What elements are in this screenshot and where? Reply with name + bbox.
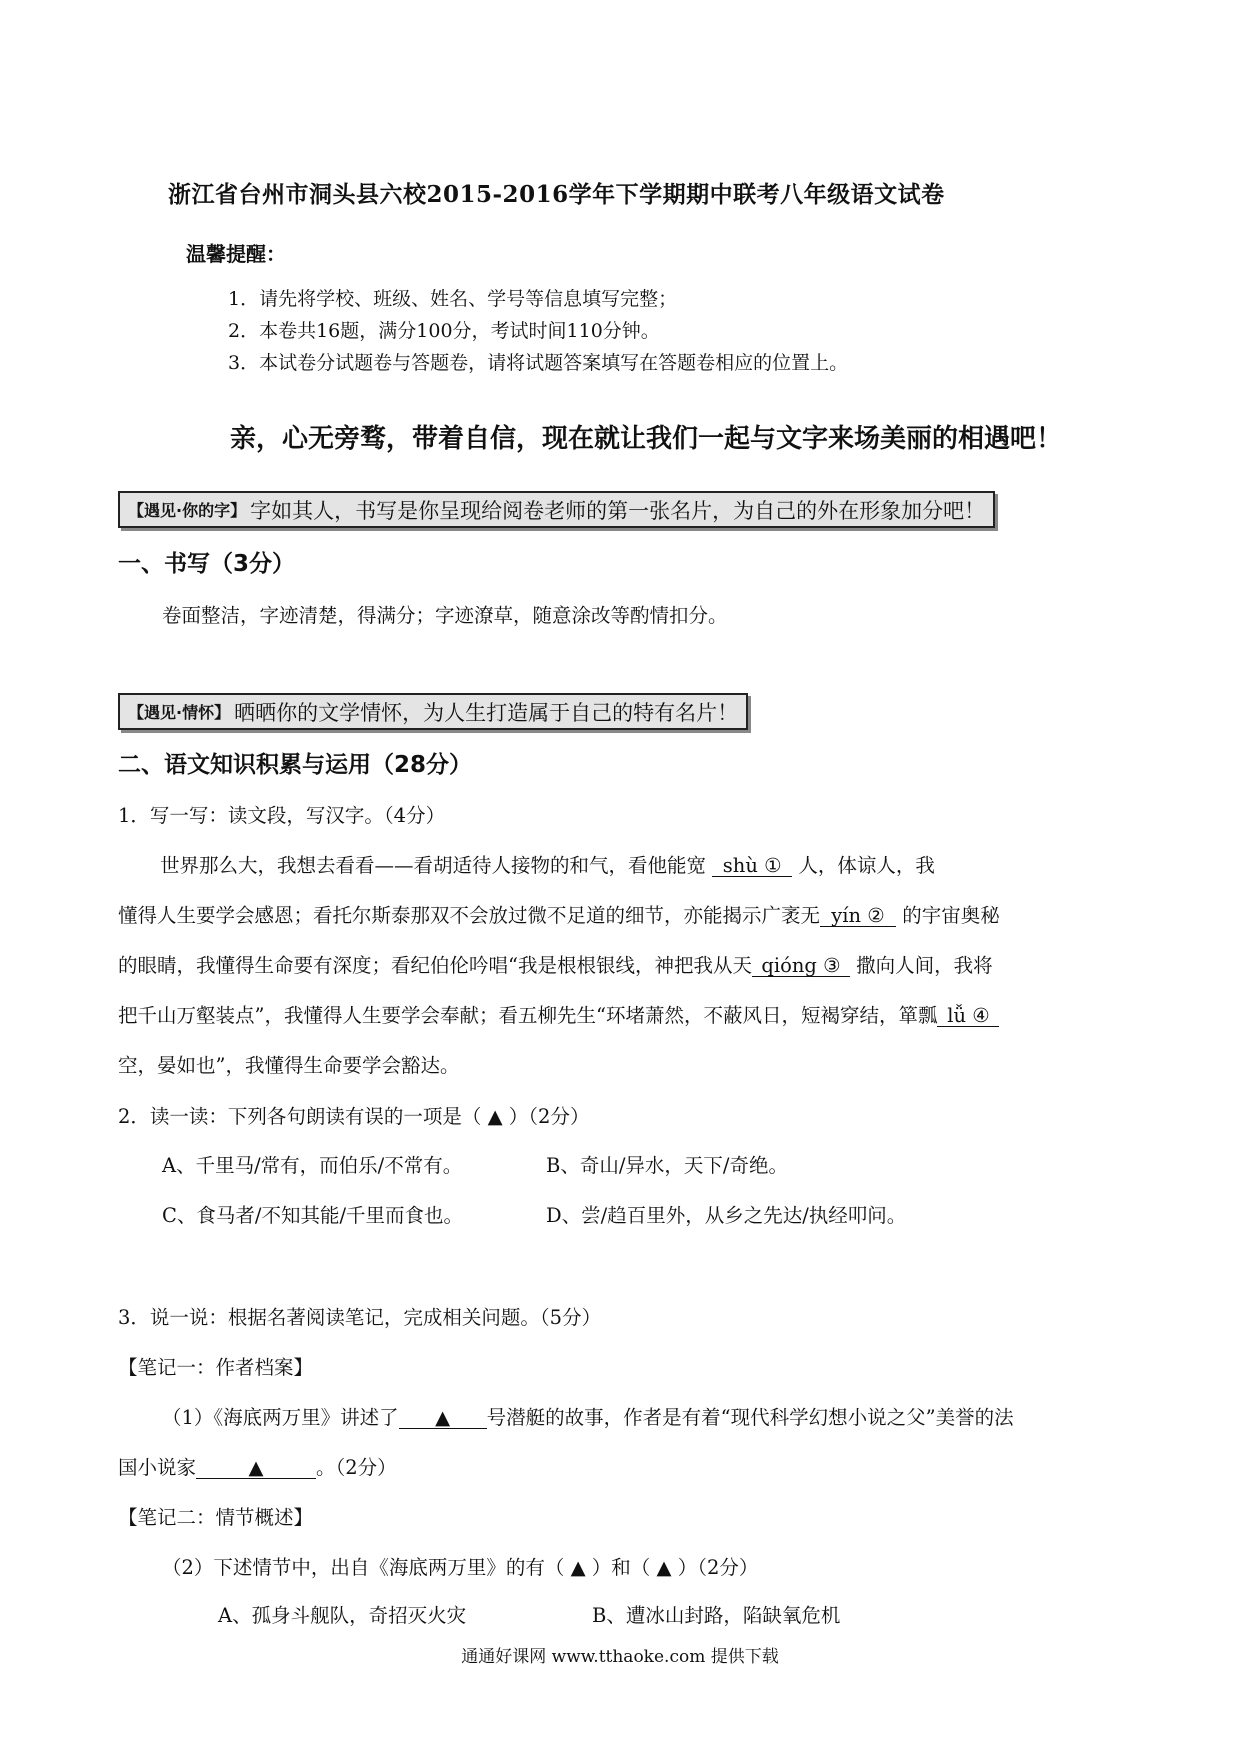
question-line: 国小说家 ▲ 。（2分） [118, 1456, 397, 1479]
banner-text: 字如其人，书写是你呈现给阅卷老师的第一张名片，为自己的外在形象加分吧！ [250, 498, 986, 523]
option-b: B、奇山/异水，天下/奇绝。 [546, 1154, 788, 1177]
passage-line: 的眼睛，我懂得生命要有深度；看纪伯伦吟唱“我是根根银线，神把我从天 qióng ③ 撒向人间，我将 [118, 954, 993, 977]
note-heading: 【笔记一：作者档案】 [118, 1356, 314, 1379]
option-d: D、尝/趋百里外，从乡之先达/执经叩问。 [546, 1204, 907, 1227]
answer-blank: ▲ [196, 1457, 316, 1479]
slogan: 亲，心无旁骛，带着自信，现在就让我们一起与文字来场美丽的相遇吧！ [230, 424, 1063, 454]
section-heading-knowledge: 二、语文知识积累与运用（28分） [118, 752, 473, 778]
tip-item: 1．请先将学校、班级、姓名、学号等信息填写完整； [228, 288, 678, 310]
passage-line: 懂得人生要学会感恩；看托尔斯泰那双不会放过微不足道的细节，亦能揭示广袤无 yín ② 的宇宙奥秘 [118, 904, 1000, 927]
passage-line: 空，晏如也”，我懂得生命要学会豁达。 [118, 1054, 460, 1077]
answer-blank: ▲ [399, 1407, 487, 1429]
section-body: 卷面整洁，字迹清楚，得满分；字迹潦草，随意涂改等酌情扣分。 [162, 604, 728, 627]
banner-literary [118, 693, 748, 730]
note-heading: 【笔记二：情节概述】 [118, 1506, 314, 1529]
option-b: B、遭冰山封路，陷缺氧危机 [592, 1604, 841, 1627]
passage-line: 把千山万壑装点”，我懂得人生要学会奉献；看五柳先生“环堵萧然，不蔽风日，短褐穿结，箪瓢 lǚ ④ [118, 1000, 999, 1028]
pinyin-blank: yín ② [820, 905, 896, 927]
pinyin-blank: lǚ ④ [937, 1005, 999, 1027]
section-heading-writing: 一、书写（3分） [118, 551, 296, 577]
passage-line: 世界那么大，我想去看看——看胡适待人接物的和气，看他能宽 shù ① 人，体谅人，我 [160, 854, 935, 877]
banner-handwriting [118, 491, 995, 528]
pinyin-blank: shù ① [712, 855, 792, 877]
exam-title: 浙江省台州市洞头县六校2015-2016学年下学期期中联考八年级语文试卷 [168, 181, 945, 208]
option-c: C、食马者/不知其能/千里而食也。 [162, 1204, 464, 1227]
question-1-prompt: 1．写一写：读文段，写汉字。（4分） [118, 804, 446, 827]
question-3-prompt: 3．说一说：根据名著阅读笔记，完成相关问题。（5分） [118, 1306, 602, 1329]
question-2-prompt: 2．读一读：下列各句朗读有误的一项是（ ▲ ）（2分） [118, 1105, 590, 1128]
banner-text: 晒晒你的文学情怀，为人生打造属于自己的特有名片！ [234, 700, 739, 725]
pinyin-blank: qióng ③ [752, 955, 850, 977]
question-line: （1）《海底两万里》讲述了 ▲ 号潜艇的故事，作者是有着“现代科学幻想小说之父”美誉的法 [162, 1406, 1014, 1429]
tip-item: 3．本试卷分试题卷与答题卷，请将试题答案填写在答题卷相应的位置上。 [228, 352, 849, 374]
banner-tag: 【遇见·你的字】 [128, 501, 247, 520]
banner-tag: 【遇见·情怀】 [128, 703, 231, 722]
option-a: A、千里马/常有，而伯乐/不常有。 [162, 1154, 463, 1177]
tip-item: 2．本卷共16题，满分100分，考试时间110分钟。 [228, 320, 660, 342]
tips-heading: 温馨提醒： [186, 242, 286, 266]
page-footer: 通通好课网 www.tthaoke.com 提供下载 [461, 1647, 779, 1667]
option-a: A、孤身斗舰队，奇招灭火灾 [218, 1604, 467, 1627]
question-line: （2）下述情节中，出自《海底两万里》的有（ ▲ ）和（ ▲ ）（2分） [162, 1556, 759, 1579]
